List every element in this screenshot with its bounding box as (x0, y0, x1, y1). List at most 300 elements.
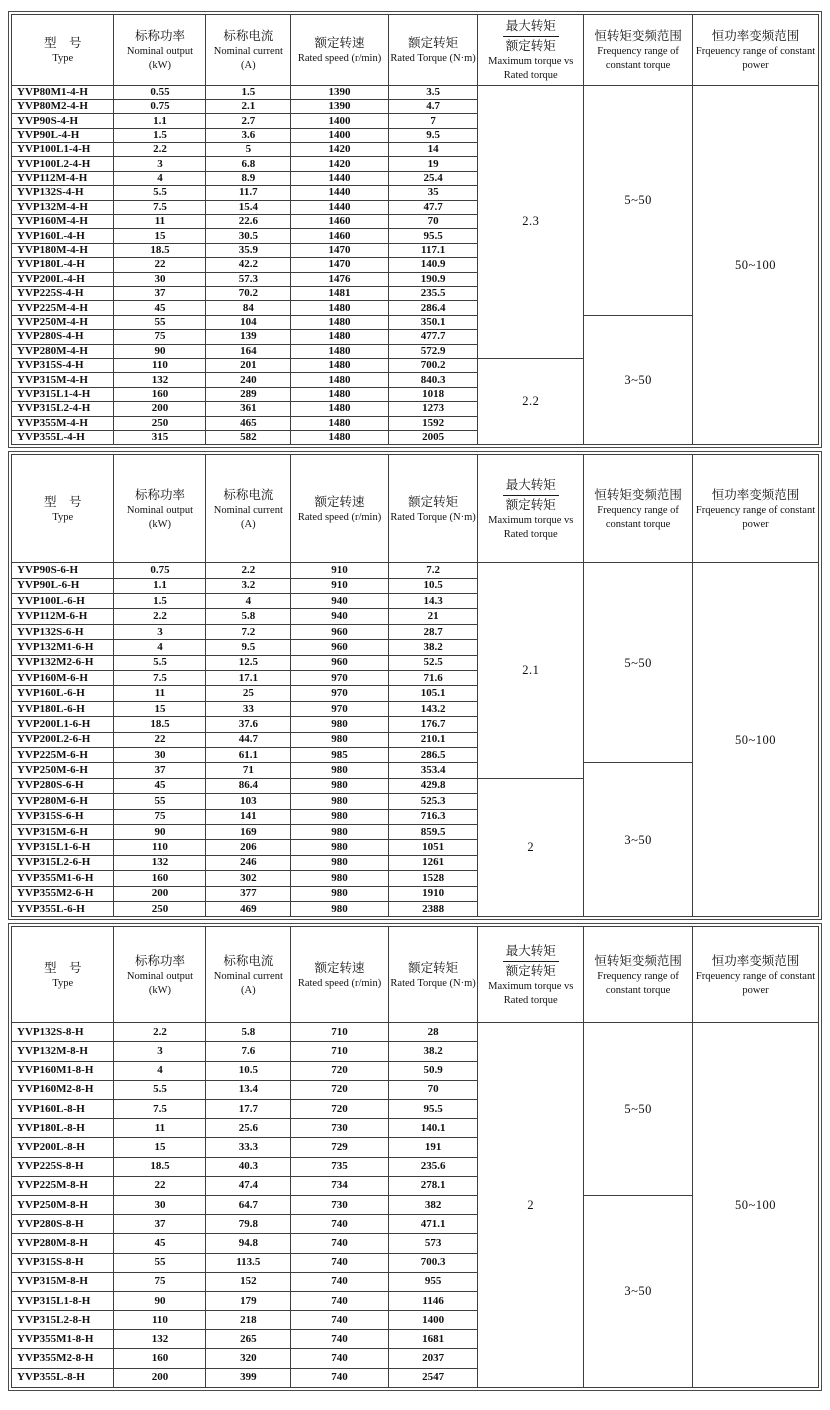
torque-cell: 70 (388, 215, 478, 229)
speed-cell: 1440 (291, 200, 389, 214)
current-cell: 113.5 (206, 1253, 291, 1272)
col-header-const-torque-freq-range (584, 455, 693, 563)
col-header-label-zh: 额定转矩 (408, 494, 459, 509)
model-cell: YVP315M-4-H (12, 373, 114, 387)
const-torque-range-cell: 5~50 (584, 85, 693, 315)
model-cell: YVP160L-6-H (12, 686, 114, 701)
speed-cell: 729 (291, 1138, 389, 1157)
col-header-label-en: Frqeuency range of constant power (695, 971, 816, 996)
col-header-label-en: Nominal output (kW) (126, 971, 194, 996)
current-cell: 5.8 (206, 609, 291, 624)
speed-cell: 1400 (291, 128, 389, 142)
model-cell: YVP180L-6-H (12, 701, 114, 716)
model-cell: YVP132M-4-H (12, 200, 114, 214)
torque-cell: 700.2 (388, 358, 478, 372)
col-header-nominal-current (206, 455, 291, 563)
col-header-nominal-output (114, 927, 206, 1023)
power-cell: 45 (114, 1234, 206, 1253)
col-header-label-en: Type (52, 53, 74, 64)
speed-cell: 710 (291, 1023, 389, 1042)
col-header-label-zh: 标称电流 (223, 954, 274, 969)
current-cell: 1.5 (206, 85, 291, 99)
torque-cell: 382 (388, 1195, 478, 1214)
const-torque-range-cell: 3~50 (584, 1195, 693, 1387)
torque-cell: 286.4 (388, 301, 478, 315)
model-cell: YVP250M-8-H (12, 1195, 114, 1214)
model-cell: YVP355M-4-H (12, 416, 114, 430)
rated-torque-label-zh: 额定转矩 (505, 964, 556, 979)
power-cell: 132 (114, 855, 206, 870)
speed-cell: 1480 (291, 315, 389, 329)
current-cell: 70.2 (206, 287, 291, 301)
torque-cell: 286.5 (388, 747, 478, 762)
torque-cell: 25.4 (388, 171, 478, 185)
torque-cell: 716.3 (388, 809, 478, 824)
torque-cell: 1261 (388, 855, 478, 870)
power-cell: 55 (114, 1253, 206, 1272)
model-cell: YVP315L1-8-H (12, 1291, 114, 1310)
power-cell: 37 (114, 1215, 206, 1234)
rated-torque-label-zh: 额定转矩 (505, 498, 556, 513)
col-header-max-torque-ratio (478, 455, 584, 563)
col-header-label-en: Nominal current (A) (213, 46, 283, 71)
speed-cell: 720 (291, 1080, 389, 1099)
current-cell: 2.7 (206, 114, 291, 128)
torque-cell: 95.5 (388, 1100, 478, 1119)
current-cell: 94.8 (206, 1234, 291, 1253)
current-cell: 469 (206, 901, 291, 916)
current-cell: 3.6 (206, 128, 291, 142)
power-cell: 18.5 (114, 243, 206, 257)
model-cell: YVP225M-6-H (12, 747, 114, 762)
current-cell: 465 (206, 416, 291, 430)
current-cell: 47.4 (206, 1176, 291, 1195)
model-cell: YVP315L1-6-H (12, 840, 114, 855)
model-cell: YVP80M2-4-H (12, 99, 114, 113)
speed-cell: 980 (291, 824, 389, 839)
model-cell: YVP100L2-4-H (12, 157, 114, 171)
col-header-rated-speed (291, 455, 389, 563)
current-cell: 61.1 (206, 747, 291, 762)
torque-cell: 10.5 (388, 578, 478, 593)
speed-cell: 1390 (291, 99, 389, 113)
power-cell: 3 (114, 624, 206, 639)
col-header-max-torque-ratio (478, 927, 584, 1023)
power-cell: 22 (114, 1176, 206, 1195)
current-cell: 104 (206, 315, 291, 329)
model-cell: YVP132M1-6-H (12, 640, 114, 655)
model-cell: YVP250M-6-H (12, 763, 114, 778)
power-cell: 5.5 (114, 655, 206, 670)
power-cell: 37 (114, 287, 206, 301)
torque-cell: 2388 (388, 901, 478, 916)
model-cell: YVP200L2-6-H (12, 732, 114, 747)
current-cell: 33 (206, 701, 291, 716)
col-header-label-zh: 型 号 (43, 960, 82, 975)
current-cell: 5 (206, 143, 291, 157)
model-cell: YVP280S-6-H (12, 778, 114, 793)
current-cell: 86.4 (206, 778, 291, 793)
rated-torque-label-zh: 额定转矩 (505, 39, 556, 54)
speed-cell: 720 (291, 1100, 389, 1119)
speed-cell: 1420 (291, 157, 389, 171)
speed-cell: 730 (291, 1119, 389, 1138)
model-cell: YVP355M1-8-H (12, 1330, 114, 1349)
col-header-label-en: Frqeuency range of constant power (695, 505, 816, 530)
current-cell: 12.5 (206, 655, 291, 670)
speed-cell: 1480 (291, 358, 389, 372)
speed-cell: 910 (291, 578, 389, 593)
torque-cell: 4.7 (388, 99, 478, 113)
power-cell: 110 (114, 840, 206, 855)
torque-cell: 38.2 (388, 640, 478, 655)
torque-cell: 1146 (388, 1291, 478, 1310)
torque-cell: 1400 (388, 1311, 478, 1330)
model-cell: YVP160M1-8-H (12, 1061, 114, 1080)
model-cell: YVP225M-8-H (12, 1176, 114, 1195)
current-cell: 13.4 (206, 1080, 291, 1099)
const-torque-range-cell: 5~50 (584, 563, 693, 763)
model-cell: YVP315L2-8-H (12, 1311, 114, 1330)
torque-cell: 190.9 (388, 272, 478, 286)
torque-cell: 21 (388, 609, 478, 624)
speed-cell: 980 (291, 717, 389, 732)
power-cell: 7.5 (114, 200, 206, 214)
speed-cell: 1470 (291, 258, 389, 272)
power-cell: 55 (114, 794, 206, 809)
speed-cell: 1480 (291, 373, 389, 387)
model-cell: YVP90L-6-H (12, 578, 114, 593)
col-header-label-en: Maximum torque vs Rated torque (488, 56, 574, 81)
model-cell: YVP180L-4-H (12, 258, 114, 272)
torque-cell: 1528 (388, 871, 478, 886)
model-cell: YVP90S-4-H (12, 114, 114, 128)
model-cell: YVP100L1-4-H (12, 143, 114, 157)
model-cell: YVP315S-4-H (12, 358, 114, 372)
speed-cell: 980 (291, 901, 389, 916)
power-cell: 90 (114, 824, 206, 839)
torque-ratio-cell: 2 (478, 778, 584, 917)
power-cell: 18.5 (114, 1157, 206, 1176)
col-header-label-en: Nominal output (kW) (126, 505, 194, 530)
power-cell: 75 (114, 809, 206, 824)
torque-cell: 278.1 (388, 1176, 478, 1195)
current-cell: 246 (206, 855, 291, 870)
power-cell: 90 (114, 1291, 206, 1310)
torque-cell: 71.6 (388, 671, 478, 686)
current-cell: 164 (206, 344, 291, 358)
speed-cell: 1440 (291, 186, 389, 200)
model-cell: YVP160L-8-H (12, 1100, 114, 1119)
power-cell: 4 (114, 1061, 206, 1080)
torque-cell: 2005 (388, 430, 478, 444)
model-cell: YVP280M-4-H (12, 344, 114, 358)
current-cell: 2.1 (206, 99, 291, 113)
col-header-label-en: Rated speed (r/min) (297, 512, 382, 524)
power-cell: 1.5 (114, 594, 206, 609)
torque-cell: 525.3 (388, 794, 478, 809)
speed-cell: 1470 (291, 243, 389, 257)
speed-cell: 985 (291, 747, 389, 762)
power-cell: 18.5 (114, 717, 206, 732)
torque-cell: 350.1 (388, 315, 478, 329)
power-cell: 90 (114, 344, 206, 358)
power-cell: 45 (114, 301, 206, 315)
model-cell: YVP355M2-6-H (12, 886, 114, 901)
power-cell: 160 (114, 871, 206, 886)
speed-cell: 1480 (291, 301, 389, 315)
table-row (12, 85, 819, 99)
model-cell: YVP315S-6-H (12, 809, 114, 824)
col-header-const-power-freq-range (693, 927, 819, 1023)
torque-cell: 14 (388, 143, 478, 157)
power-cell: 2.2 (114, 143, 206, 157)
current-cell: 84 (206, 301, 291, 315)
col-header-label-zh: 型 号 (43, 494, 82, 509)
speed-cell: 960 (291, 624, 389, 639)
current-cell: 42.2 (206, 258, 291, 272)
torque-cell: 700.3 (388, 1253, 478, 1272)
model-cell: YVP100L-6-H (12, 594, 114, 609)
torque-cell: 140.9 (388, 258, 478, 272)
speed-cell: 1480 (291, 344, 389, 358)
torque-cell: 14.3 (388, 594, 478, 609)
current-cell: 7.2 (206, 624, 291, 639)
col-header-label-en: Frequency range of constant torque (597, 46, 679, 71)
speed-cell: 1460 (291, 229, 389, 243)
motor-spec-table-6-pole (11, 454, 819, 917)
torque-cell: 70 (388, 1080, 478, 1099)
col-header-label-zh: 标称功率 (134, 29, 185, 44)
model-cell: YVP200L-4-H (12, 272, 114, 286)
current-cell: 240 (206, 373, 291, 387)
col-header-label-en: Frequency range of constant torque (597, 971, 679, 996)
torque-cell: 210.1 (388, 732, 478, 747)
current-cell: 289 (206, 387, 291, 401)
model-cell: YVP355M1-6-H (12, 871, 114, 886)
col-header-rated-torque (388, 455, 478, 563)
torque-cell: 9.5 (388, 128, 478, 142)
speed-cell: 970 (291, 701, 389, 716)
current-cell: 399 (206, 1368, 291, 1387)
torque-cell: 140.1 (388, 1119, 478, 1138)
torque-cell: 19 (388, 157, 478, 171)
speed-cell: 1476 (291, 272, 389, 286)
torque-ratio-cell: 2 (478, 1023, 584, 1388)
col-header-label-en: Rated speed (r/min) (297, 53, 382, 64)
col-header-label-zh: 恒功率变频范围 (711, 954, 800, 969)
current-cell: 3.2 (206, 578, 291, 593)
col-header-label-en: Frequency range of constant torque (597, 505, 679, 530)
col-header-const-power-freq-range (693, 15, 819, 86)
power-cell: 3 (114, 157, 206, 171)
model-cell: YVP132M-8-H (12, 1042, 114, 1061)
power-cell: 37 (114, 763, 206, 778)
current-cell: 9.5 (206, 640, 291, 655)
torque-cell: 1681 (388, 1330, 478, 1349)
model-cell: YVP112M-4-H (12, 171, 114, 185)
torque-cell: 191 (388, 1138, 478, 1157)
current-cell: 320 (206, 1349, 291, 1368)
power-cell: 15 (114, 701, 206, 716)
current-cell: 22.6 (206, 215, 291, 229)
torque-cell: 235.6 (388, 1157, 478, 1176)
spec-table-section-4pole (8, 11, 822, 448)
model-cell: YVP200L1-6-H (12, 717, 114, 732)
power-cell: 200 (114, 886, 206, 901)
model-cell: YVP355L-4-H (12, 430, 114, 444)
speed-cell: 740 (291, 1368, 389, 1387)
col-header-label-en: Nominal current (A) (213, 505, 283, 530)
current-cell: 11.7 (206, 186, 291, 200)
torque-cell: 955 (388, 1272, 478, 1291)
current-cell: 5.8 (206, 1023, 291, 1042)
torque-cell: 50.9 (388, 1061, 478, 1080)
col-header-label-en: Type (52, 512, 74, 524)
power-cell: 22 (114, 258, 206, 272)
power-cell: 315 (114, 430, 206, 444)
col-header-label-en: Nominal output (kW) (126, 46, 194, 71)
max-torque-label-zh: 最大转矩 (479, 17, 582, 37)
motor-spec-table-4-pole (11, 14, 819, 445)
current-cell: 103 (206, 794, 291, 809)
model-cell: YVP315L2-6-H (12, 855, 114, 870)
model-cell: YVP315S-8-H (12, 1253, 114, 1272)
model-cell: YVP315M-6-H (12, 824, 114, 839)
speed-cell: 740 (291, 1291, 389, 1310)
col-header-const-torque-freq-range (584, 15, 693, 86)
power-cell: 15 (114, 1138, 206, 1157)
torque-ratio-cell: 2.1 (478, 563, 584, 778)
col-header-type (12, 15, 114, 86)
model-cell: YVP132M2-6-H (12, 655, 114, 670)
torque-cell: 117.1 (388, 243, 478, 257)
col-header-label-zh: 额定转速 (314, 960, 365, 975)
model-cell: YVP355L-6-H (12, 901, 114, 916)
model-cell: YVP200L-8-H (12, 1138, 114, 1157)
current-cell: 206 (206, 840, 291, 855)
col-header-label-zh: 恒转矩变频范围 (594, 29, 682, 44)
speed-cell: 740 (291, 1253, 389, 1272)
col-header-type (12, 927, 114, 1023)
const-torque-range-cell: 3~50 (584, 315, 693, 445)
speed-cell: 735 (291, 1157, 389, 1176)
table-header-row (12, 15, 819, 86)
model-cell: YVP355M2-8-H (12, 1349, 114, 1368)
torque-cell: 353.4 (388, 763, 478, 778)
torque-cell: 1910 (388, 886, 478, 901)
torque-cell: 235.5 (388, 287, 478, 301)
speed-cell: 740 (291, 1272, 389, 1291)
current-cell: 265 (206, 1330, 291, 1349)
current-cell: 377 (206, 886, 291, 901)
torque-cell: 143.2 (388, 701, 478, 716)
speed-cell: 960 (291, 640, 389, 655)
col-header-label-en: Maximum torque vs Rated torque (488, 515, 574, 540)
col-header-rated-torque (388, 927, 478, 1023)
current-cell: 15.4 (206, 200, 291, 214)
power-cell: 1.5 (114, 128, 206, 142)
col-header-label-en: Rated Torque (N·m) (390, 53, 476, 64)
power-cell: 2.2 (114, 1023, 206, 1042)
model-cell: YVP160M-4-H (12, 215, 114, 229)
const-power-range-cell: 50~100 (693, 1023, 819, 1388)
col-header-label-zh: 额定转速 (314, 494, 365, 509)
speed-cell: 740 (291, 1349, 389, 1368)
power-cell: 1.1 (114, 114, 206, 128)
torque-cell: 2037 (388, 1349, 478, 1368)
speed-cell: 960 (291, 655, 389, 670)
speed-cell: 910 (291, 563, 389, 578)
model-cell: YVP280M-8-H (12, 1234, 114, 1253)
speed-cell: 720 (291, 1061, 389, 1080)
torque-cell: 1051 (388, 840, 478, 855)
table-header-row (12, 455, 819, 563)
table-header-row (12, 927, 819, 1023)
torque-cell: 1018 (388, 387, 478, 401)
model-cell: YVP160M2-8-H (12, 1080, 114, 1099)
speed-cell: 940 (291, 609, 389, 624)
col-header-max-torque-ratio (478, 15, 584, 86)
torque-cell: 176.7 (388, 717, 478, 732)
power-cell: 4 (114, 171, 206, 185)
model-cell: YVP280S-4-H (12, 330, 114, 344)
power-cell: 250 (114, 416, 206, 430)
col-header-label-en: Rated Torque (N·m) (390, 512, 476, 524)
col-header-label-zh: 标称功率 (134, 488, 185, 503)
current-cell: 33.3 (206, 1138, 291, 1157)
power-cell: 30 (114, 747, 206, 762)
torque-cell: 7.2 (388, 563, 478, 578)
power-cell: 132 (114, 1330, 206, 1349)
speed-cell: 980 (291, 809, 389, 824)
col-header-label-zh: 额定转速 (314, 35, 365, 50)
spec-table-section-8pole (8, 923, 822, 1391)
col-header-label-en: Maximum torque vs Rated torque (488, 981, 574, 1006)
current-cell: 25.6 (206, 1119, 291, 1138)
col-header-label-zh: 额定转矩 (408, 35, 459, 50)
current-cell: 10.5 (206, 1061, 291, 1080)
spec-table-section-6pole (8, 451, 822, 920)
col-header-label-en: Rated speed (r/min) (297, 978, 382, 990)
torque-cell: 573 (388, 1234, 478, 1253)
model-cell: YVP180M-4-H (12, 243, 114, 257)
col-header-label-zh: 恒功率变频范围 (711, 488, 800, 503)
model-cell: YVP225M-4-H (12, 301, 114, 315)
current-cell: 71 (206, 763, 291, 778)
torque-cell: 429.8 (388, 778, 478, 793)
col-header-rated-torque (388, 15, 478, 86)
col-header-nominal-current (206, 15, 291, 86)
torque-cell: 2547 (388, 1368, 478, 1387)
col-header-label-zh: 额定转矩 (408, 960, 459, 975)
col-header-type (12, 455, 114, 563)
current-cell: 169 (206, 824, 291, 839)
power-cell: 11 (114, 1119, 206, 1138)
power-cell: 200 (114, 1368, 206, 1387)
model-cell: YVP90L-4-H (12, 128, 114, 142)
current-cell: 201 (206, 358, 291, 372)
torque-cell: 3.5 (388, 85, 478, 99)
current-cell: 218 (206, 1311, 291, 1330)
current-cell: 35.9 (206, 243, 291, 257)
const-power-range-cell: 50~100 (693, 85, 819, 445)
power-cell: 2.2 (114, 609, 206, 624)
col-header-label-zh: 标称电流 (223, 29, 274, 44)
power-cell: 110 (114, 358, 206, 372)
model-cell: YVP280M-6-H (12, 794, 114, 809)
model-cell: YVP315L1-4-H (12, 387, 114, 401)
